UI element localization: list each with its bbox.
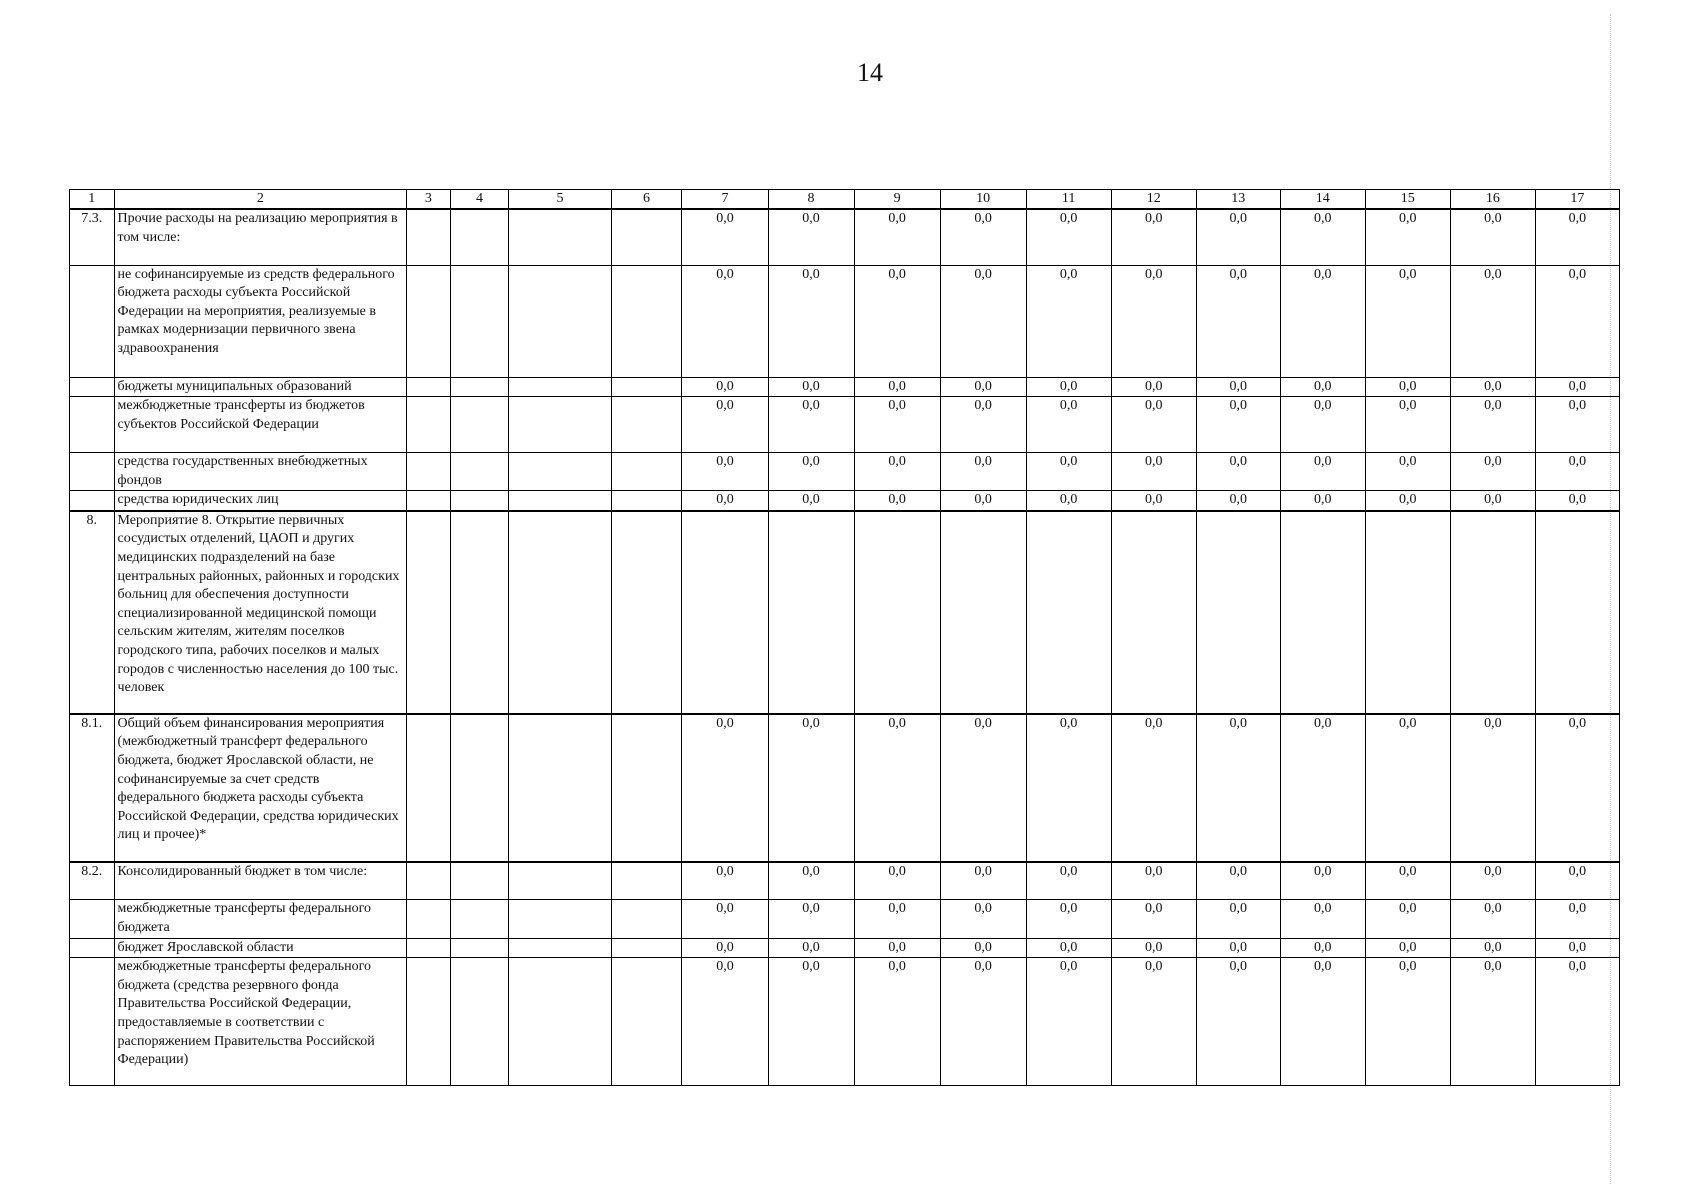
empty-cell-col-3 (407, 453, 451, 491)
value-cell-col-14: 0,0 (1280, 714, 1365, 862)
empty-cell-col-5 (509, 958, 611, 1086)
value-cell-col-9: 0,0 (854, 862, 940, 900)
empty-cell-col-3 (407, 511, 451, 714)
row-number (70, 377, 115, 397)
value-cell-col-11: 0,0 (1026, 491, 1111, 511)
empty-cell-col-5 (509, 209, 611, 265)
value-cell-col-8: 0,0 (768, 397, 854, 453)
value-cell-col-12: 0,0 (1111, 714, 1196, 862)
value-cell-col-9: 0,0 (854, 900, 940, 938)
value-cell-col-14: 0,0 (1280, 958, 1365, 1086)
value-cell-col-15: 0,0 (1365, 209, 1450, 265)
empty-cell-col-5 (509, 491, 611, 511)
empty-cell-col-4 (450, 453, 509, 491)
value-cell-col-15: 0,0 (1365, 714, 1450, 862)
empty-cell-col-6 (611, 714, 682, 862)
table-row (70, 862, 1620, 900)
value-cell-col-16: 0,0 (1450, 209, 1535, 265)
value-cell-col-15: 0,0 (1365, 265, 1450, 377)
empty-cell-col-6 (611, 265, 682, 377)
empty-cell-col-4 (450, 900, 509, 938)
empty-cell-col-4 (450, 265, 509, 377)
row-number (70, 900, 115, 938)
value-cell-col-11: 0,0 (1026, 958, 1111, 1086)
value-cell-col-9 (854, 511, 940, 714)
value-cell-col-10: 0,0 (940, 958, 1026, 1086)
column-header-2: 2 (114, 190, 407, 210)
value-cell-col-7 (682, 511, 768, 714)
empty-cell-col-4 (450, 714, 509, 862)
value-cell-col-16: 0,0 (1450, 714, 1535, 862)
value-cell-col-9: 0,0 (854, 958, 940, 1086)
empty-cell-col-4 (450, 862, 509, 900)
empty-cell-col-6 (611, 491, 682, 511)
value-cell-col-13: 0,0 (1196, 209, 1280, 265)
value-cell-col-14: 0,0 (1280, 900, 1365, 938)
table-row (70, 900, 1620, 938)
value-cell-col-12: 0,0 (1111, 377, 1196, 397)
value-cell-col-14: 0,0 (1280, 377, 1365, 397)
value-cell-col-8: 0,0 (768, 377, 854, 397)
value-cell-col-13: 0,0 (1196, 862, 1280, 900)
empty-cell-col-4 (450, 377, 509, 397)
value-cell-col-13: 0,0 (1196, 453, 1280, 491)
value-cell-col-16 (1450, 511, 1535, 714)
empty-cell-col-3 (407, 862, 451, 900)
value-cell-col-16: 0,0 (1450, 377, 1535, 397)
value-cell-col-14: 0,0 (1280, 491, 1365, 511)
value-cell-col-16: 0,0 (1450, 491, 1535, 511)
value-cell-col-10: 0,0 (940, 938, 1026, 958)
column-header-9: 9 (854, 190, 940, 210)
value-cell-col-8 (768, 511, 854, 714)
value-cell-col-8: 0,0 (768, 862, 854, 900)
value-cell-col-17 (1535, 511, 1619, 714)
empty-cell-col-3 (407, 900, 451, 938)
empty-cell-col-6 (611, 511, 682, 714)
value-cell-col-10: 0,0 (940, 862, 1026, 900)
row-number (70, 958, 115, 1086)
value-cell-col-9: 0,0 (854, 265, 940, 377)
empty-cell-col-5 (509, 938, 611, 958)
row-description: Прочие расходы на реализацию мероприятия в том числе: (114, 209, 407, 265)
table-row (70, 938, 1620, 958)
value-cell-col-17: 0,0 (1535, 862, 1619, 900)
empty-cell-col-5 (509, 397, 611, 453)
value-cell-col-8: 0,0 (768, 714, 854, 862)
empty-cell-col-5 (509, 511, 611, 714)
empty-cell-col-4 (450, 209, 509, 265)
column-header-5: 5 (509, 190, 611, 210)
value-cell-col-13: 0,0 (1196, 491, 1280, 511)
row-number: 8.1. (70, 714, 115, 862)
value-cell-col-11: 0,0 (1026, 900, 1111, 938)
row-description: межбюджетные трансферты из бюджетов субъектов Российской Федерации (114, 397, 407, 453)
empty-cell-col-6 (611, 900, 682, 938)
empty-cell-col-4 (450, 397, 509, 453)
table-row (70, 453, 1620, 491)
value-cell-col-16: 0,0 (1450, 938, 1535, 958)
column-header-11: 11 (1026, 190, 1111, 210)
value-cell-col-11: 0,0 (1026, 377, 1111, 397)
value-cell-col-15: 0,0 (1365, 491, 1450, 511)
value-cell-col-11: 0,0 (1026, 938, 1111, 958)
value-cell-col-17: 0,0 (1535, 714, 1619, 862)
value-cell-col-14 (1280, 511, 1365, 714)
value-cell-col-8: 0,0 (768, 938, 854, 958)
empty-cell-col-4 (450, 511, 509, 714)
row-description: не софинансируемые из средств федерального бюджета расходы субъекта Российской Федерации на мероприятия, реализуемые в рамках модернизации первичного звена здравоохранения (114, 265, 407, 377)
empty-cell-col-3 (407, 209, 451, 265)
value-cell-col-15: 0,0 (1365, 938, 1450, 958)
row-description: бюджет Ярославской области (114, 938, 407, 958)
table-row (70, 714, 1620, 862)
empty-cell-col-5 (509, 265, 611, 377)
table-row (70, 958, 1620, 1086)
empty-cell-col-6 (611, 209, 682, 265)
value-cell-col-10: 0,0 (940, 377, 1026, 397)
empty-cell-col-3 (407, 397, 451, 453)
row-description: Общий объем финансирования мероприятия (межбюджетный трансферт федерального бюджета, бюджет Ярославской области, не софинансируемые за счет средств федерального бюджета расходы субъекта Российской Федерации, средства юридических лиц и прочее)* (114, 714, 407, 862)
column-header-3: 3 (407, 190, 451, 210)
value-cell-col-7: 0,0 (682, 491, 768, 511)
row-description: Мероприятие 8. Открытие первичных сосудистых отделений, ЦАОП и других медицинских подразделений на базе центральных районных, районных и городских больниц для обеспечения доступности специализированной медицинской помощи сельским жителям, жителям поселков городского типа, рабочих поселков и малых городов с численностью населения до 100 тыс. человек (114, 511, 407, 714)
empty-cell-col-3 (407, 714, 451, 862)
row-description: межбюджетные трансферты федерального бюджета (114, 900, 407, 938)
value-cell-col-17: 0,0 (1535, 938, 1619, 958)
value-cell-col-13: 0,0 (1196, 265, 1280, 377)
value-cell-col-14: 0,0 (1280, 265, 1365, 377)
value-cell-col-14: 0,0 (1280, 209, 1365, 265)
value-cell-col-11: 0,0 (1026, 714, 1111, 862)
row-number (70, 938, 115, 958)
value-cell-col-17: 0,0 (1535, 377, 1619, 397)
row-description: Консолидированный бюджет в том числе: (114, 862, 407, 900)
value-cell-col-13: 0,0 (1196, 714, 1280, 862)
value-cell-col-15: 0,0 (1365, 900, 1450, 938)
table-row (70, 377, 1620, 397)
empty-cell-col-6 (611, 862, 682, 900)
column-header-16: 16 (1450, 190, 1535, 210)
value-cell-col-7: 0,0 (682, 938, 768, 958)
value-cell-col-12: 0,0 (1111, 938, 1196, 958)
value-cell-col-12: 0,0 (1111, 209, 1196, 265)
column-header-6: 6 (611, 190, 682, 210)
value-cell-col-16: 0,0 (1450, 900, 1535, 938)
header-row (70, 190, 1620, 210)
value-cell-col-15: 0,0 (1365, 377, 1450, 397)
value-cell-col-15: 0,0 (1365, 453, 1450, 491)
value-cell-col-10 (940, 511, 1026, 714)
value-cell-col-9: 0,0 (854, 377, 940, 397)
value-cell-col-7: 0,0 (682, 714, 768, 862)
value-cell-col-9: 0,0 (854, 209, 940, 265)
value-cell-col-17: 0,0 (1535, 491, 1619, 511)
value-cell-col-8: 0,0 (768, 453, 854, 491)
finance-table (69, 189, 1620, 1086)
table-body (70, 209, 1620, 1086)
value-cell-col-15: 0,0 (1365, 862, 1450, 900)
empty-cell-col-6 (611, 397, 682, 453)
value-cell-col-12: 0,0 (1111, 862, 1196, 900)
value-cell-col-15 (1365, 511, 1450, 714)
empty-cell-col-5 (509, 862, 611, 900)
empty-cell-col-5 (509, 377, 611, 397)
value-cell-col-17: 0,0 (1535, 453, 1619, 491)
value-cell-col-17: 0,0 (1535, 209, 1619, 265)
value-cell-col-11: 0,0 (1026, 862, 1111, 900)
row-description: межбюджетные трансферты федерального бюджета (средства резервного фонда Правительства Российской Федерации, предоставляемые в соответствии с распоряжением Правительства Российской Федерации) (114, 958, 407, 1086)
value-cell-col-13: 0,0 (1196, 938, 1280, 958)
value-cell-col-17: 0,0 (1535, 397, 1619, 453)
row-number: 8. (70, 511, 115, 714)
empty-cell-col-4 (450, 938, 509, 958)
value-cell-col-15: 0,0 (1365, 397, 1450, 453)
column-header-12: 12 (1111, 190, 1196, 210)
value-cell-col-12: 0,0 (1111, 453, 1196, 491)
value-cell-col-15: 0,0 (1365, 958, 1450, 1086)
value-cell-col-7: 0,0 (682, 209, 768, 265)
value-cell-col-12: 0,0 (1111, 900, 1196, 938)
value-cell-col-14: 0,0 (1280, 453, 1365, 491)
empty-cell-col-3 (407, 491, 451, 511)
empty-cell-col-4 (450, 491, 509, 511)
column-header-17: 17 (1535, 190, 1619, 210)
empty-cell-col-5 (509, 453, 611, 491)
value-cell-col-8: 0,0 (768, 958, 854, 1086)
value-cell-col-14: 0,0 (1280, 862, 1365, 900)
value-cell-col-10: 0,0 (940, 900, 1026, 938)
value-cell-col-12: 0,0 (1111, 958, 1196, 1086)
column-header-8: 8 (768, 190, 854, 210)
empty-cell-col-3 (407, 377, 451, 397)
value-cell-col-13: 0,0 (1196, 900, 1280, 938)
value-cell-col-10: 0,0 (940, 265, 1026, 377)
value-cell-col-17: 0,0 (1535, 900, 1619, 938)
column-header-15: 15 (1365, 190, 1450, 210)
value-cell-col-11: 0,0 (1026, 265, 1111, 377)
table-row (70, 491, 1620, 511)
value-cell-col-16: 0,0 (1450, 958, 1535, 1086)
value-cell-col-14: 0,0 (1280, 397, 1365, 453)
value-cell-col-10: 0,0 (940, 491, 1026, 511)
value-cell-col-7: 0,0 (682, 862, 768, 900)
row-description: бюджеты муниципальных образований (114, 377, 407, 397)
row-number (70, 453, 115, 491)
value-cell-col-8: 0,0 (768, 900, 854, 938)
value-cell-col-8: 0,0 (768, 491, 854, 511)
value-cell-col-17: 0,0 (1535, 958, 1619, 1086)
value-cell-col-11: 0,0 (1026, 453, 1111, 491)
value-cell-col-12: 0,0 (1111, 265, 1196, 377)
value-cell-col-9: 0,0 (854, 453, 940, 491)
value-cell-col-9: 0,0 (854, 938, 940, 958)
value-cell-col-7: 0,0 (682, 397, 768, 453)
value-cell-col-11 (1026, 511, 1111, 714)
row-description: средства государственных внебюджетных фондов (114, 453, 407, 491)
column-header-13: 13 (1196, 190, 1280, 210)
column-header-10: 10 (940, 190, 1026, 210)
value-cell-col-7: 0,0 (682, 453, 768, 491)
value-cell-col-9: 0,0 (854, 491, 940, 511)
column-header-1: 1 (70, 190, 115, 210)
value-cell-col-8: 0,0 (768, 265, 854, 377)
page-number: 14 (857, 58, 883, 87)
value-cell-col-10: 0,0 (940, 397, 1026, 453)
value-cell-col-7: 0,0 (682, 377, 768, 397)
value-cell-col-16: 0,0 (1450, 265, 1535, 377)
value-cell-col-16: 0,0 (1450, 862, 1535, 900)
row-number: 7.3. (70, 209, 115, 265)
empty-cell-col-3 (407, 938, 451, 958)
value-cell-col-16: 0,0 (1450, 453, 1535, 491)
row-description: средства юридических лиц (114, 491, 407, 511)
empty-cell-col-4 (450, 958, 509, 1086)
empty-cell-col-6 (611, 938, 682, 958)
table-row (70, 209, 1620, 265)
empty-cell-col-5 (509, 714, 611, 862)
row-number (70, 265, 115, 377)
value-cell-col-11: 0,0 (1026, 209, 1111, 265)
row-number: 8.2. (70, 862, 115, 900)
value-cell-col-14: 0,0 (1280, 938, 1365, 958)
value-cell-col-10: 0,0 (940, 209, 1026, 265)
column-header-4: 4 (450, 190, 509, 210)
empty-cell-col-3 (407, 958, 451, 1086)
row-number (70, 491, 115, 511)
value-cell-col-12 (1111, 511, 1196, 714)
value-cell-col-9: 0,0 (854, 714, 940, 862)
empty-cell-col-5 (509, 900, 611, 938)
value-cell-col-7: 0,0 (682, 900, 768, 938)
value-cell-col-11: 0,0 (1026, 397, 1111, 453)
value-cell-col-8: 0,0 (768, 209, 854, 265)
value-cell-col-10: 0,0 (940, 453, 1026, 491)
value-cell-col-17: 0,0 (1535, 265, 1619, 377)
value-cell-col-9: 0,0 (854, 397, 940, 453)
value-cell-col-12: 0,0 (1111, 491, 1196, 511)
table-row (70, 511, 1620, 714)
empty-cell-col-3 (407, 265, 451, 377)
value-cell-col-10: 0,0 (940, 714, 1026, 862)
table-row (70, 265, 1620, 377)
column-header-14: 14 (1280, 190, 1365, 210)
value-cell-col-7: 0,0 (682, 958, 768, 1086)
empty-cell-col-6 (611, 453, 682, 491)
column-header-7: 7 (682, 190, 768, 210)
empty-cell-col-6 (611, 958, 682, 1086)
empty-cell-col-6 (611, 377, 682, 397)
value-cell-col-13: 0,0 (1196, 377, 1280, 397)
value-cell-col-7: 0,0 (682, 265, 768, 377)
value-cell-col-16: 0,0 (1450, 397, 1535, 453)
value-cell-col-13: 0,0 (1196, 958, 1280, 1086)
value-cell-col-13 (1196, 511, 1280, 714)
value-cell-col-13: 0,0 (1196, 397, 1280, 453)
table-row (70, 397, 1620, 453)
value-cell-col-12: 0,0 (1111, 397, 1196, 453)
row-number (70, 397, 115, 453)
